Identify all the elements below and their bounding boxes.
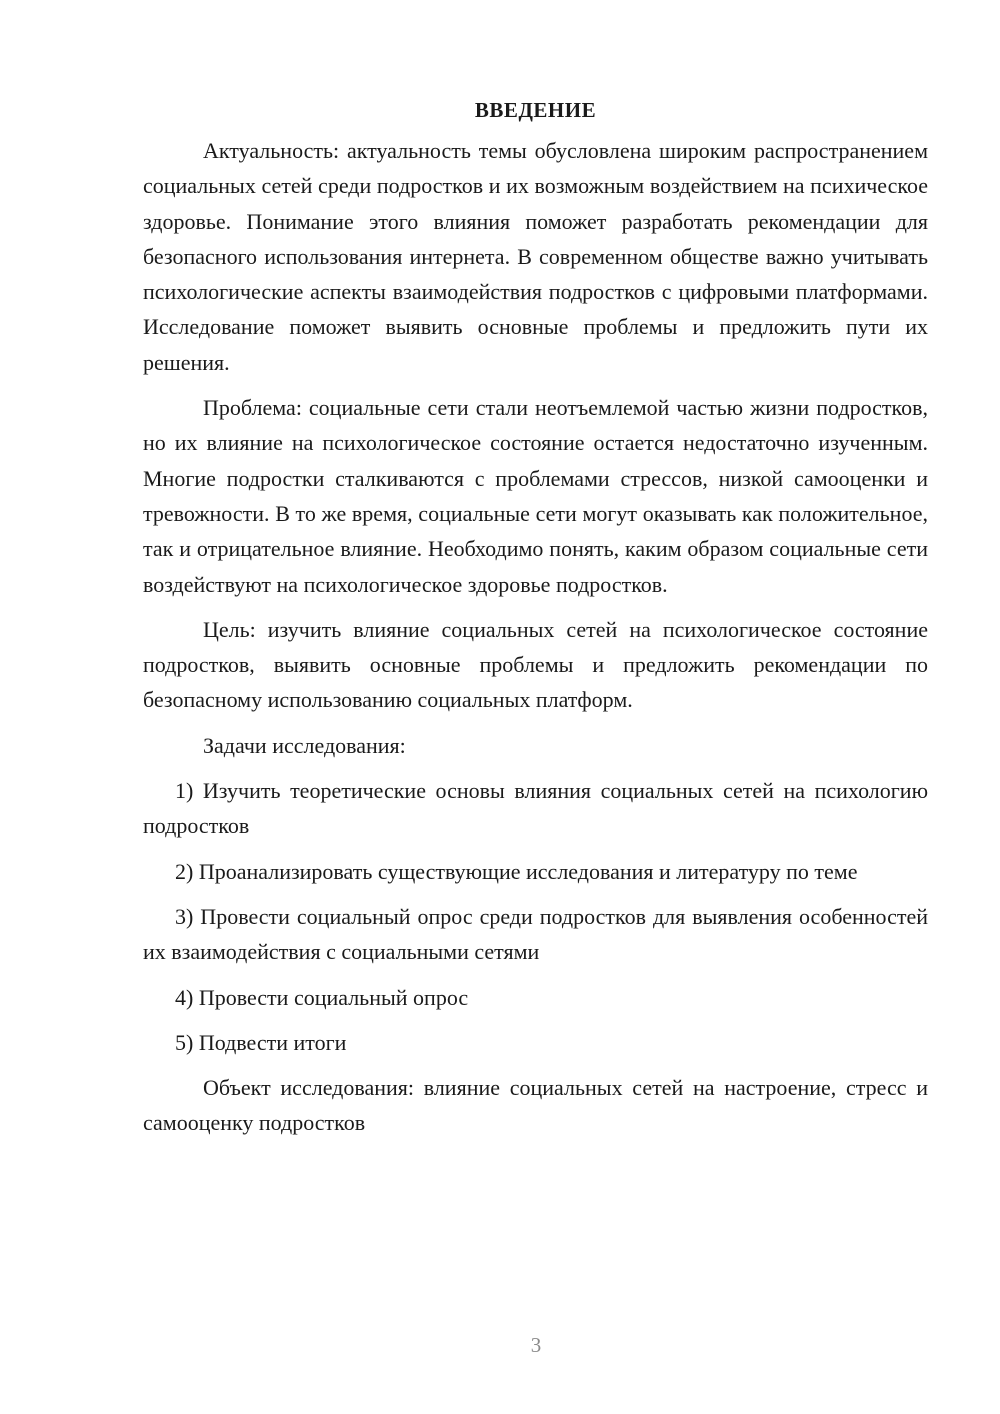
paragraph-goal: Цель: изучить влияние социальных сетей на психологическое состояние подростков, выявить основные проблемы и предложить рекомендации по безопасному использованию социальных платформ. [143,616,928,713]
paragraph-object: Объект исследования: влияние социальных сетей на настроение, стресс и самооценку подростков [143,1075,928,1136]
page-number: 3 [530,1333,542,1357]
section-heading: ВВЕДЕНИЕ [474,98,597,122]
list-item: 1) Изучить теоретические основы влияния социальных сетей на психологию подростков [143,778,928,839]
page-content [143,95,928,1151]
paragraph-problem: Проблема: социальные сети стали неотъемлемой частью жизни подростков, но их влияние на психологическое состояние остается недостаточно изученным. Многие подростки сталкиваются с проблемами стрессов, низкой самооценки и тревожности. В то же время, социальные сети могут оказывать как положительное, так и отрицательное влияние. Необходимо понять, каким образом социальные сети воздействуют на психологическое здоровье подростков. [143,395,928,597]
list-item: 5) Подвести итоги [175,1029,347,1055]
list-item: 3) Провести социальный опрос среди подростков для выявления особенностей их взаимодействия с социальными сетями [143,903,928,965]
tasks-title: Задачи исследования: [203,732,406,758]
tasks-list [143,773,928,1060]
paragraph-relevance: Актуальность: актуальность темы обусловлена широким распространением социальных сетей среди подростков и их возможным воздействием на психическое здоровье. Понимание этого влияния поможет разработать рекомендации для безопасного использования интернета. В современном обществе важно учитывать психологические аспекты взаимодействия подростков с цифровыми платформами. Исследование поможет выявить основные проблемы и предложить пути их решения. [143,138,928,375]
list-item: 2) Проанализировать существующие исследования и литературу по теме [175,858,858,884]
list-item: 4) Провести социальный опрос [175,984,469,1010]
